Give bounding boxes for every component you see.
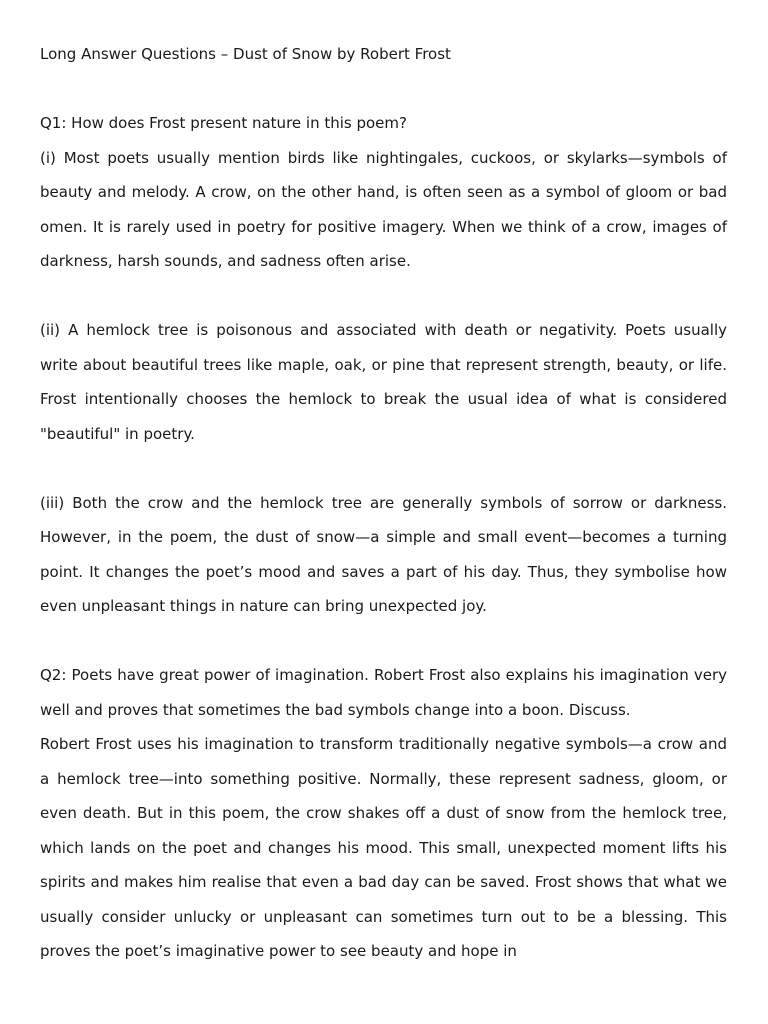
question-1: Q1: How does Frost present nature in this poem? — [40, 114, 407, 132]
answer-1-part-1: (i) Most poets usually mention birds like nightingales, cuckoos, or skylarks—symbols of beauty and melody. A crow, on the other hand, is often seen as a symbol of gloom or bad omen. It is rarely used in poetry for positive imagery. When we think of a crow, images of darkness, harsh sounds, and sadness often arise. — [40, 148, 727, 270]
document-page — [40, 37, 727, 969]
spacer — [40, 624, 727, 659]
answer-1-part-2: (ii) A hemlock tree is poisonous and associated with death or negativity. Poets usually write about beautiful trees like maple, oak, or pine that represent strength, beauty, or life. Frost intentionally chooses the hemlock to break the usual idea of what is considered "beautiful" in poetry. — [40, 321, 727, 443]
spacer — [40, 279, 727, 314]
spacer — [40, 451, 727, 486]
answer-2: Robert Frost uses his imagination to transform traditionally negative symbols—a crow and a hemlock tree—into something positive. Normally, these represent sadness, gloom, or even death. But in this poem, the crow shakes off a dust of snow from the hemlock tree, which lands on the poet and changes his mood. This small, unexpected moment lifts his spirits and makes him realise that even a bad day can be saved. Frost shows that what we usually consider unlucky or unpleasant can sometimes turn out to be a blessing. This proves the poet’s imaginative power to see beauty and hope in — [40, 735, 727, 960]
document-title: Long Answer Questions – Dust of Snow by Robert Frost — [40, 45, 451, 63]
spacer — [40, 72, 727, 107]
question-2: Q2: Poets have great power of imagination. Robert Frost also explains his imagination very well and proves that sometimes the bad symbols change into a boon. Discuss. — [40, 666, 727, 719]
answer-1-part-3: (iii) Both the crow and the hemlock tree are generally symbols of sorrow or darkness. However, in the poem, the dust of snow—a simple and small event—becomes a turning point. It changes the poet’s mood and saves a part of his day. Thus, they symbolise how even unpleasant things in nature can bring unexpected joy. — [40, 493, 727, 615]
